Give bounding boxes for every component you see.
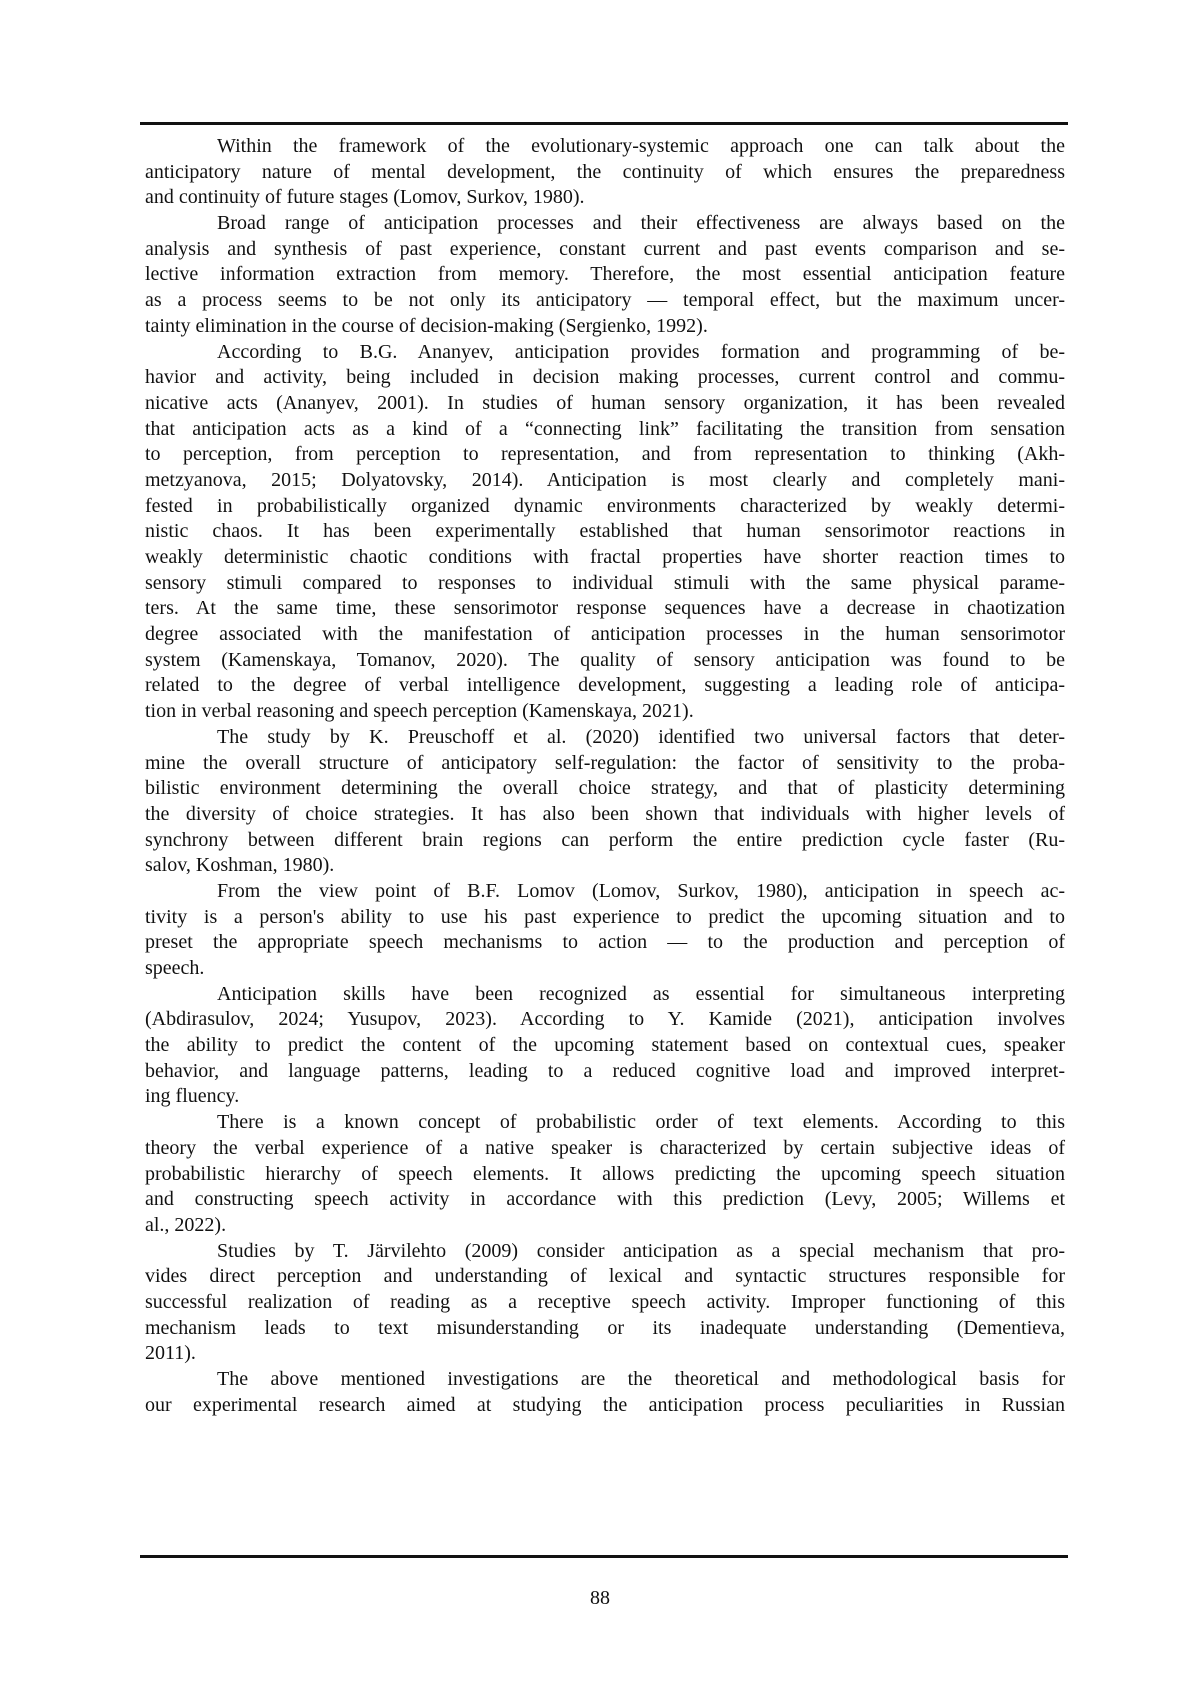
text-line: anticipatory nature of mental development, the continuity of which ensures the preparedness	[145, 160, 1065, 186]
text-line: synchrony between different brain regions can perform the entire prediction cycle faster (Ru-	[145, 828, 1065, 854]
text-line: the ability to predict the content of the upcoming statement based on contextual cues, speaker	[145, 1033, 1065, 1059]
text-line: metzyanova, 2015; Dolyatovsky, 2014). Anticipation is most clearly and completely mani-	[145, 468, 1065, 494]
text-line: behavior, and language patterns, leading to a reduced cognitive load and improved interpret-	[145, 1059, 1065, 1085]
text-line: Studies by T. Järvilehto (2009) consider anticipation as a special mechanism that pro-	[145, 1239, 1065, 1265]
text-line: as a process seems to be not only its anticipatory — temporal effect, but the maximum uncer-	[145, 288, 1065, 314]
text-line: sensory stimuli compared to responses to individual stimuli with the same physical parame-	[145, 571, 1065, 597]
text-line: that anticipation acts as a kind of a “connecting link” facilitating the transition from sensation	[145, 417, 1065, 443]
text-line: lective information extraction from memory. Therefore, the most essential anticipation feature	[145, 262, 1065, 288]
text-line: our experimental research aimed at studying the anticipation process peculiarities in Russian	[145, 1393, 1065, 1419]
text-line: salov, Koshman, 1980).	[145, 853, 1065, 879]
text-line: to perception, from perception to representation, and from representation to thinking (Akh-	[145, 442, 1065, 468]
text-line: Within the framework of the evolutionary-systemic approach one can talk about the	[145, 134, 1065, 160]
text-line: The above mentioned investigations are the theoretical and methodological basis for	[145, 1367, 1065, 1393]
text-line: speech.	[145, 956, 1065, 982]
text-line: tainty elimination in the course of decision-making (Sergienko, 1992).	[145, 314, 1065, 340]
text-line: weakly deterministic chaotic conditions with fractal properties have shorter reaction times to	[145, 545, 1065, 571]
text-line: tivity is a person's ability to use his past experience to predict the upcoming situation and to	[145, 905, 1065, 931]
paragraph	[145, 134, 1065, 211]
text-line: probabilistic hierarchy of speech elements. It allows predicting the upcoming speech situation	[145, 1162, 1065, 1188]
text-line: theory the verbal experience of a native speaker is characterized by certain subjective ideas of	[145, 1136, 1065, 1162]
text-line: There is a known concept of probabilistic order of text elements. According to this	[145, 1110, 1065, 1136]
paragraph	[145, 1239, 1065, 1367]
text-line: From the view point of B.F. Lomov (Lomov, Surkov, 1980), anticipation in speech ac-	[145, 879, 1065, 905]
text-line: fested in probabilistically organized dynamic environments characterized by weakly determi-	[145, 494, 1065, 520]
text-line: nicative acts (Ananyev, 2001). In studies of human sensory organization, it has been revealed	[145, 391, 1065, 417]
paragraph	[145, 211, 1065, 339]
text-line: system (Kamenskaya, Tomanov, 2020). The quality of sensory anticipation was found to be	[145, 648, 1065, 674]
footer-rule	[140, 1555, 1068, 1558]
text-line: mine the overall structure of anticipatory self-regulation: the factor of sensitivity to the proba-	[145, 751, 1065, 777]
text-line: and constructing speech activity in accordance with this prediction (Levy, 2005; Willems et	[145, 1187, 1065, 1213]
text-line: The study by K. Preuschoff et al. (2020) identified two universal factors that deter-	[145, 725, 1065, 751]
text-line: ters. At the same time, these sensorimotor response sequences have a decrease in chaotization	[145, 596, 1065, 622]
paragraph	[145, 340, 1065, 725]
paragraph	[145, 725, 1065, 879]
paragraph	[145, 1110, 1065, 1238]
text-line: the diversity of choice strategies. It has also been shown that individuals with higher levels of	[145, 802, 1065, 828]
text-line: tion in verbal reasoning and speech perception (Kamenskaya, 2021).	[145, 699, 1065, 725]
text-line: vides direct perception and understanding of lexical and syntactic structures responsible for	[145, 1264, 1065, 1290]
text-line: Broad range of anticipation processes and their effectiveness are always based on the	[145, 211, 1065, 237]
body-text	[145, 134, 1065, 1418]
page-number: 88	[0, 1587, 1200, 1610]
text-line: preset the appropriate speech mechanisms to action — to the production and perception of	[145, 930, 1065, 956]
text-line: 2011).	[145, 1341, 1065, 1367]
text-line: Anticipation skills have been recognized as essential for simultaneous interpreting	[145, 982, 1065, 1008]
paragraph	[145, 982, 1065, 1110]
paragraph	[145, 879, 1065, 982]
header-rule	[140, 122, 1068, 125]
text-line: analysis and synthesis of past experience, constant current and past events comparison and se-	[145, 237, 1065, 263]
text-line: successful realization of reading as a receptive speech activity. Improper functioning of this	[145, 1290, 1065, 1316]
paragraph	[145, 1367, 1065, 1418]
text-line: nistic chaos. It has been experimentally established that human sensorimotor reactions in	[145, 519, 1065, 545]
text-line: (Abdirasulov, 2024; Yusupov, 2023). According to Y. Kamide (2021), anticipation involves	[145, 1007, 1065, 1033]
text-line: al., 2022).	[145, 1213, 1065, 1239]
text-line: mechanism leads to text misunderstanding or its inadequate understanding (Dementieva,	[145, 1316, 1065, 1342]
text-line: degree associated with the manifestation of anticipation processes in the human sensorimotor	[145, 622, 1065, 648]
text-line: According to B.G. Ananyev, anticipation provides formation and programming of be-	[145, 340, 1065, 366]
text-line: havior and activity, being included in decision making processes, current control and commu-	[145, 365, 1065, 391]
text-line: ing fluency.	[145, 1084, 1065, 1110]
text-line: bilistic environment determining the overall choice strategy, and that of plasticity determining	[145, 776, 1065, 802]
text-line: related to the degree of verbal intelligence development, suggesting a leading role of anticipa-	[145, 673, 1065, 699]
text-line: and continuity of future stages (Lomov, Surkov, 1980).	[145, 185, 1065, 211]
